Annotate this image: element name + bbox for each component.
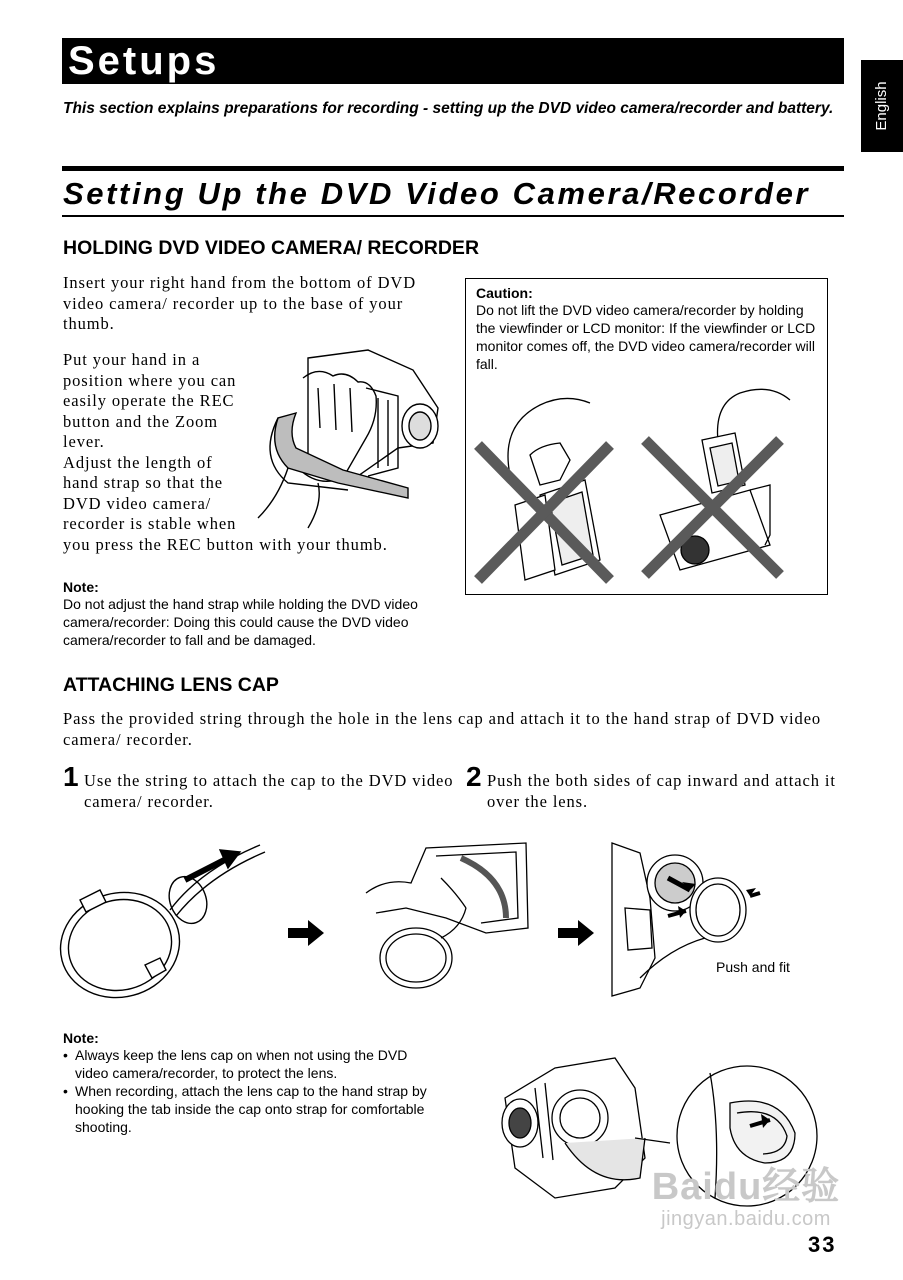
rule-thick bbox=[62, 166, 844, 171]
holding-para2-line: recorder is stable when bbox=[63, 514, 237, 533]
arrow-right-icon bbox=[286, 918, 326, 948]
holding-para2-line: lever. bbox=[63, 432, 105, 451]
holding-note bbox=[63, 579, 443, 649]
holding-para2-line: button and the Zoom bbox=[63, 411, 219, 431]
page-number: 33 bbox=[808, 1232, 837, 1257]
hand-holding-camera-illustration bbox=[248, 348, 448, 538]
language-tab-label: English bbox=[873, 81, 890, 131]
rule-thin bbox=[62, 215, 844, 217]
holding-para2-line: Adjust the length of bbox=[63, 452, 213, 472]
section-title: Setting Up the DVD Video Camera/Recorder bbox=[63, 176, 811, 211]
holding-para2-last: you press the REC button with your thumb. bbox=[63, 535, 388, 554]
holding-para1-line: thumb. bbox=[63, 314, 115, 333]
holding-para1-line: Insert your right hand from the bottom of DVD bbox=[63, 273, 417, 292]
lens-cap-attach-strap-illustration bbox=[366, 838, 531, 1008]
watermark bbox=[636, 1166, 856, 1230]
bottom-note bbox=[63, 1030, 443, 1136]
holding-para2-line: Put your hand in a bbox=[63, 350, 201, 369]
step-2-text: Push the both sides of cap inward and attach it over the lens. bbox=[487, 771, 836, 811]
caution-illustration bbox=[470, 385, 820, 590]
holding-para2 bbox=[63, 350, 263, 535]
lens-cap-string-illustration bbox=[60, 840, 270, 1005]
push-and-fit-label: Push and fit bbox=[716, 959, 790, 975]
arrow-right-icon bbox=[556, 918, 596, 948]
page-title: Setups bbox=[68, 39, 220, 83]
note-text: Do not adjust the hand strap while holding the DVD video camera/recorder: Doing this could cause the DVD video camera/recorder to fall and be damaged. bbox=[63, 596, 418, 648]
holding-para2-line: DVD video camera/ bbox=[63, 493, 212, 513]
caution-label: Caution: bbox=[476, 285, 533, 301]
holding-para1 bbox=[63, 273, 443, 335]
holding-para1-line: video camera/ recorder up to the base of your bbox=[63, 293, 404, 313]
lens-cap-heading: ATTACHING LENS CAP bbox=[63, 674, 279, 696]
step-1-text: Use the string to attach the cap to the DVD video camera/ recorder. bbox=[84, 771, 454, 811]
bottom-note-list bbox=[63, 1046, 443, 1136]
watermark-main: Baidu经验 bbox=[651, 1166, 841, 1208]
watermark-sub: jingyan.baidu.com bbox=[661, 1208, 831, 1230]
holding-para2-line: hand strap so that the bbox=[63, 473, 224, 492]
holding-para2-line: easily operate the REC bbox=[63, 391, 235, 410]
step-2-number: 2 bbox=[466, 761, 482, 792]
bottom-note-bullet: • Always keep the lens cap on when not using the DVD video camera/recorder, to protect the lens. bbox=[63, 1046, 443, 1082]
language-tab bbox=[861, 60, 903, 152]
step-1-number: 1 bbox=[63, 761, 79, 792]
section-intro: This section explains preparations for recording - setting up the DVD video camera/recorder and battery. bbox=[63, 100, 834, 117]
holding-heading: HOLDING DVD VIDEO CAMERA/ RECORDER bbox=[63, 237, 480, 259]
bottom-note-bullet: • When recording, attach the lens cap to the hand strap by hooking the tab inside the cap onto strap for comfortable shooting. bbox=[63, 1082, 443, 1136]
caution-content bbox=[476, 285, 816, 373]
note-label: Note: bbox=[63, 1030, 99, 1046]
holding-para2-line: position where you can bbox=[63, 370, 237, 390]
lens-cap-intro: Pass the provided string through the hole in the lens cap and attach it to the hand strap of DVD video camera/ recorder. bbox=[63, 709, 822, 749]
note-label: Note: bbox=[63, 579, 99, 595]
caution-text: Do not lift the DVD video camera/recorder by holding the viewfinder or LCD monitor: If the viewfinder or LCD monitor comes off, the DVD video camera/recorder will fall. bbox=[476, 302, 816, 372]
